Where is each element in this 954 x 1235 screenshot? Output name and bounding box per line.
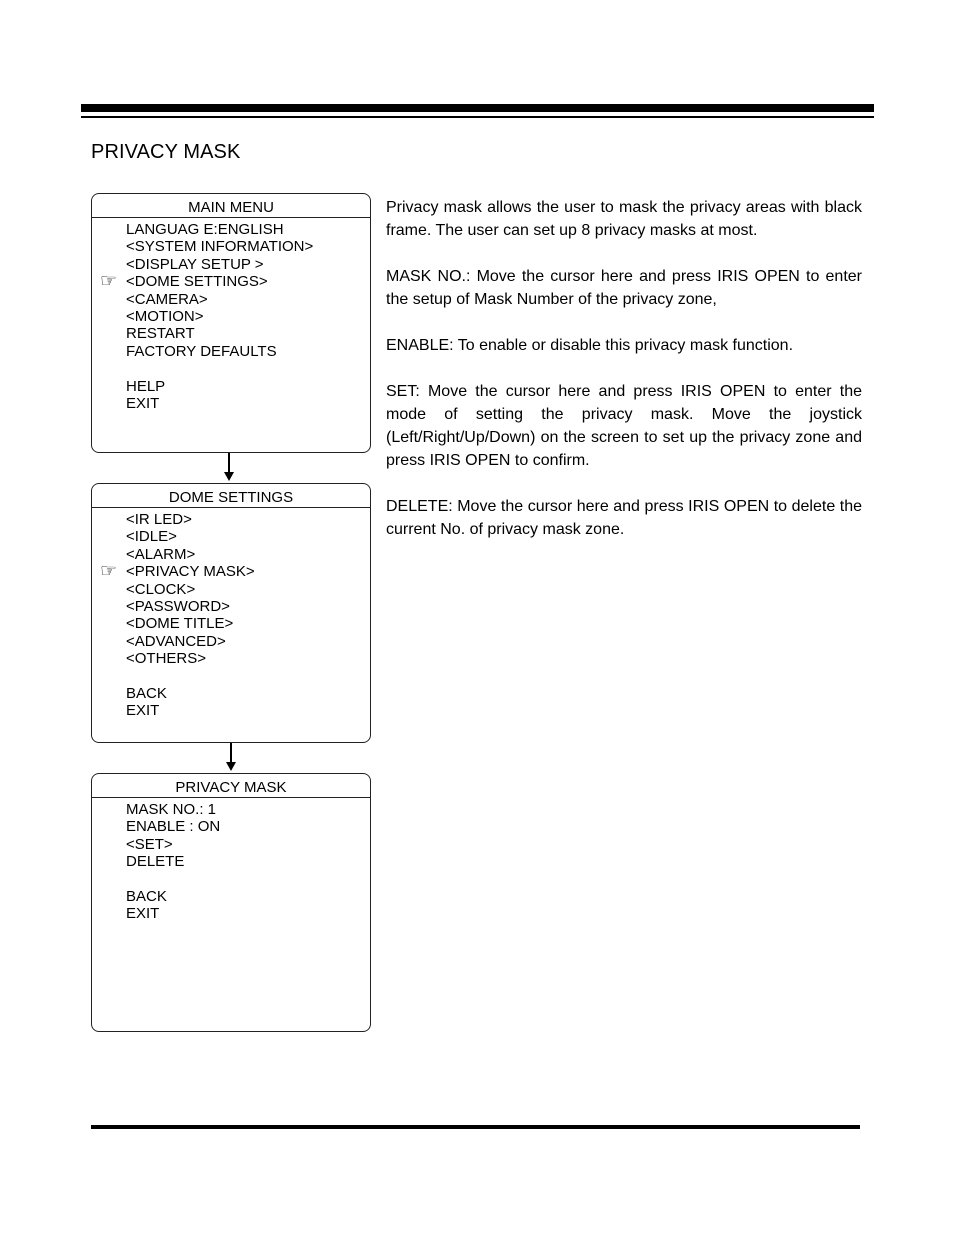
pointing-hand-icon: ☞ [100, 561, 118, 583]
menu-item-language[interactable]: LANGUAG E:ENGLISH [126, 221, 284, 238]
menu-item-dome-title[interactable]: <DOME TITLE> [126, 615, 234, 633]
menu-item-system-information[interactable]: <SYSTEM INFORMATION> [126, 238, 314, 256]
menu-item-idle[interactable]: <IDLE> [126, 528, 177, 546]
menu-spacer [92, 871, 370, 888]
menu-spacer [92, 668, 370, 685]
bottom-rule [91, 1125, 860, 1129]
menu-item-password[interactable]: <PASSWORD> [126, 597, 230, 615]
section-title: PRIVACY MASK [91, 141, 241, 163]
menu-item-clock[interactable]: <CLOCK> [126, 580, 196, 598]
description-paragraph-delete: DELETE: Move the cursor here and press IRIS OPEN to delete the current No. of privacy mask zone. [386, 498, 862, 538]
privacy-mask-box [91, 773, 371, 1032]
down-arrow-icon [230, 743, 232, 763]
description-paragraph-intro: Privacy mask allows the user to mask the privacy areas with black frame. The user can set up 8 privacy masks at most. [386, 199, 862, 239]
menu-item-exit[interactable]: EXIT [126, 905, 160, 923]
description-paragraph-mask-no: MASK NO.: Move the cursor here and press IRIS OPEN to enter the setup of Mask Number of the privacy zone, [386, 268, 862, 308]
dome-settings-title: DOME SETTINGS [92, 484, 370, 508]
menu-item-back[interactable]: BACK [126, 684, 167, 702]
privacy-mask-list [92, 798, 370, 923]
menu-item-back[interactable]: BACK [126, 887, 167, 905]
menu-item-set[interactable]: <SET> [126, 835, 173, 853]
menu-item-exit[interactable]: EXIT [126, 394, 160, 412]
down-arrow-icon [228, 453, 230, 473]
menu-item-camera[interactable]: <CAMERA> [126, 290, 208, 308]
menu-item-mask-no[interactable]: MASK NO.: 1 [126, 801, 217, 818]
main-menu-list [92, 218, 370, 412]
menu-item-advanced[interactable]: <ADVANCED> [126, 632, 226, 650]
menu-item-help[interactable]: HELP [126, 377, 166, 395]
menu-item-factory-defaults[interactable]: FACTORY DEFAULTS [126, 342, 277, 360]
menu-item-motion[interactable]: <MOTION> [126, 307, 204, 325]
description-paragraph-enable: ENABLE: To enable or disable this privacy mask function. [386, 337, 794, 354]
main-menu-title: MAIN MENU [92, 194, 370, 218]
menu-item-others[interactable]: <OTHERS> [126, 650, 207, 668]
menu-spacer [92, 360, 370, 377]
dome-settings-list [92, 508, 370, 720]
menu-item-delete[interactable]: DELETE [126, 853, 185, 871]
top-rule-thick [81, 104, 874, 112]
description [386, 196, 862, 564]
menu-item-exit[interactable]: EXIT [126, 702, 160, 720]
privacy-mask-title: PRIVACY MASK [92, 774, 370, 798]
main-menu-box [91, 193, 371, 453]
menu-item-display-setup[interactable]: <DISPLAY SETUP > [126, 255, 264, 273]
top-rule-thin [81, 116, 874, 118]
menu-item-restart[interactable]: RESTART [126, 325, 195, 343]
menu-item-enable[interactable]: ENABLE : ON [126, 818, 221, 836]
menu-item-dome-settings[interactable]: ☞ <DOME SETTINGS> [100, 271, 268, 293]
menu-item-alarm[interactable]: <ALARM> [126, 545, 196, 563]
pointing-hand-icon: ☞ [100, 271, 118, 293]
description-paragraph-set: SET: Move the cursor here and press IRIS OPEN to enter the mode of setting the privacy mask. Move the joystick (Left/Right/Up/Down) on the screen to set up the privacy zone and press IRIS OPEN to confirm. [386, 383, 862, 469]
dome-settings-box [91, 483, 371, 743]
menu-item-privacy-mask[interactable]: ☞ <PRIVACY MASK> [100, 561, 255, 583]
menu-item-ir-led[interactable]: <IR LED> [126, 511, 192, 528]
